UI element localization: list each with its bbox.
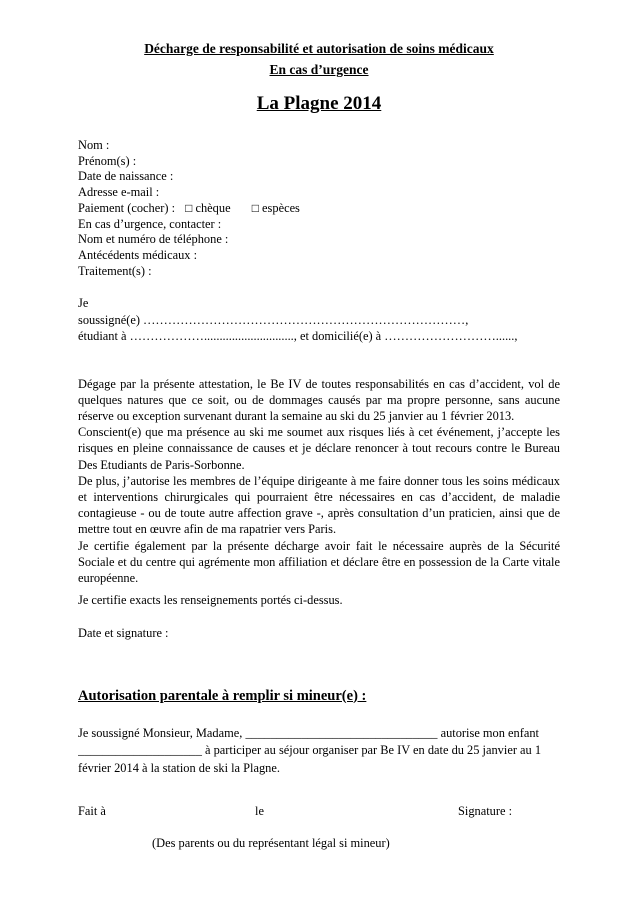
waiver-paragraph-1: Dégage par la présente attestation, le Be IV de toutes responsabilités en cas d’accident, vol de quelques natures que ce soit, ou de dommages causés par ma propre personne, sans aucune réserve ou exception survenant durant la semaine au ski du 25 janvier au 1 février 2013. (78, 376, 560, 423)
identity-line-je: Je (78, 296, 89, 311)
field-nom: Nom : (78, 138, 110, 152)
form-fields-section (78, 138, 560, 279)
parental-footnote: (Des parents ou du représentant légal si mineur) (152, 836, 390, 851)
parental-line-3: février 2014 à la station de ski la Plagne. (78, 760, 280, 775)
identity-block (78, 295, 560, 344)
cheque-label: chèque (195, 200, 231, 215)
field-nom-telephone: Nom et numéro de téléphone : (78, 232, 229, 247)
document-title-line2: En cas d’urgence (269, 62, 369, 77)
waiver-paragraph-2: Conscient(e) que ma présence au ski me soumet aux risques liés à cet événement, j’accepte les risques en pleine connaissance de causes et je déclare renoncer à tout recours contre le Bureau Des Etudiants de Paris-Sorbonne. (78, 425, 560, 472)
waiver-paragraph-4: Je certifie également par la présente décharge avoir fait le nécessaire auprès de la Sécurité Sociale et du centre qui agrémente mon affiliation et déclare être en possession de la Carte vitale européenne. (78, 538, 560, 585)
parental-line-1: Je soussigné Monsieur, Madame, _______________________________ autorise mon enfant (78, 725, 540, 740)
parental-line-2: ____________________ à participer au séjour organiser par Be IV en date du 25 janvier au 1 (78, 743, 542, 758)
field-date-naissance: Date de naissance : (78, 169, 174, 184)
paiement-option-cheque (185, 201, 234, 215)
waiver-section (78, 376, 560, 587)
field-antecedents: Antécédents médicaux : (78, 247, 198, 262)
le-label: le (255, 804, 264, 819)
document-title-line1: Décharge de responsabilité et autorisation de soins médicaux (144, 41, 494, 56)
field-traitements: Traitement(s) : (78, 263, 152, 278)
parental-authorization-body (78, 725, 560, 778)
signature-label: Signature : (458, 804, 513, 819)
identity-line-etudiant: étudiant à ………………............................., et domicilié(e) à ………………………......, (78, 329, 518, 344)
checkbox-especes-icon: □ (251, 200, 259, 215)
paiement-option-especes (252, 201, 300, 215)
field-prenom: Prénom(s) : (78, 153, 137, 168)
field-paiement (78, 201, 560, 217)
waiver-paragraph-3: De plus, j’autorise les membres de l’équipe dirigeante à me faire donner tous les soins médicaux et interventions chirurgicales qui pourraient être nécessaires en cas d’accident, de maladie contagieuse - ou de toute autre affection grave -, après consultation d’un praticien, ainsi que de mettre tout en œuvre afin de ma rapatrier vers Paris. (78, 473, 560, 537)
parental-authorization-heading: Autorisation parentale à remplir si mineur(e) : (78, 687, 367, 704)
paiement-label: Paiement (cocher) : (78, 200, 176, 215)
field-adresse-email: Adresse e-mail : (78, 185, 160, 200)
especes-label: espèces (262, 200, 300, 215)
identity-line-soussigne: soussigné(e) ……………………………………………………………………, (78, 312, 469, 327)
fait-a-label: Fait à (78, 804, 106, 819)
date-signature-label: Date et signature : (78, 626, 169, 641)
certify-statement: Je certifie exacts les renseignements portés ci-dessus. (78, 593, 343, 608)
fait-a-row (78, 804, 560, 821)
checkbox-cheque-icon: □ (185, 200, 193, 215)
event-title: La Plagne 2014 (256, 93, 382, 114)
field-urgence-contact: En cas d’urgence, contacter : (78, 216, 222, 231)
